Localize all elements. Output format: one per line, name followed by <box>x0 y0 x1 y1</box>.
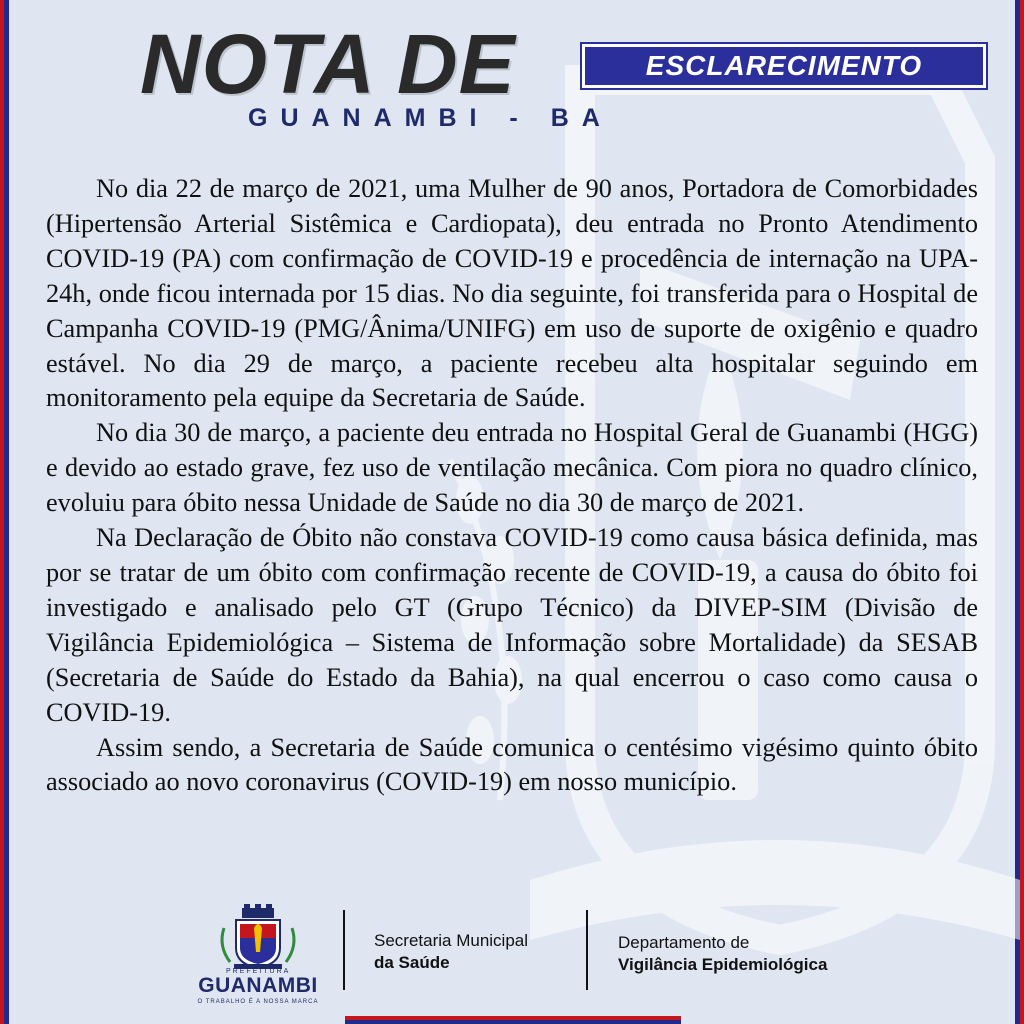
paragraph-1: No dia 22 de março de 2021, uma Mulher de 90 anos, Portadora de Comorbidades (Hipertensão Arterial Sistêmica e Cardiopata), deu entrada no Pronto Atendimento COVID-19 (PA) com confirmação de COVID-19 e procedência de internação na UPA-24h, onde ficou internada por 15 dias. No dia seguinte, foi transferida para o Hospital de Campanha COVID-19 (PMG/Ânima/UNIFG) em uso de suporte de oxigênio e quadro estável. No dia 29 de março, a paciente recebeu alta hospitalar seguindo em monitoramento pela equipe da Secretaria de Saúde. <box>46 174 978 413</box>
subtitle-city: GUANAMBI - BA <box>248 104 613 132</box>
footer-secretaria-line1: Secretaria Municipal <box>374 931 529 950</box>
logo-slogan: O TRABALHO É A NOSSA MARCA <box>197 999 319 1005</box>
title-badge <box>582 44 986 88</box>
paragraph-4: Assim sendo, a Secretaria de Saúde comunica o centésimo vigésimo quinto óbito associado ao novo coronavirus (COVID-19) em nosso município. <box>46 732 978 797</box>
frame-left-stripe <box>0 0 9 1024</box>
title-badge-label: ESCLARECIMENTO <box>645 50 923 81</box>
title-nota-de: NOTA DE <box>140 17 516 111</box>
footer-divider-1 <box>343 910 345 990</box>
logo-prefeitura: PREFEITURA <box>226 968 291 975</box>
footer-secretaria <box>374 930 528 974</box>
footer-departamento-line2: Vigilância Epidemiológica <box>618 955 828 974</box>
logo-guanambi: GUANAMBI <box>198 974 318 997</box>
footer-departamento-line1: Departamento de <box>618 933 750 952</box>
paragraph-3: Na Declaração de Óbito não constava COVID-19 como causa básica definida, mas por se tratar de um óbito com confirmação recente de COVID-19, a causa do óbito foi investigado e analisado pelo GT (Grupo Técnico) da DIVEP-SIM (Divisão de Vigilância Epidemiológica – Sistema de Informação sobre Mortalidade) da SESAB (Secretaria de Saúde do Estado da Bahia), na qual encerrou o caso como causa o COVID-19. <box>46 523 978 727</box>
notice-body <box>46 172 978 800</box>
footer-divider-2 <box>586 910 588 990</box>
bottom-accent-bar <box>345 1016 681 1024</box>
footer-secretaria-line2: da Saúde <box>374 953 450 972</box>
footer-departamento <box>618 932 827 976</box>
paragraph-2: No dia 30 de março, a paciente deu entrada no Hospital Geral de Guanambi (HGG) e devido ao estado grave, fez uso de ventilação mecânica. Com piora no quadro clínico, evoluiu para óbito nessa Unidade de Saúde no dia 30 de março de 2021. <box>46 418 978 518</box>
